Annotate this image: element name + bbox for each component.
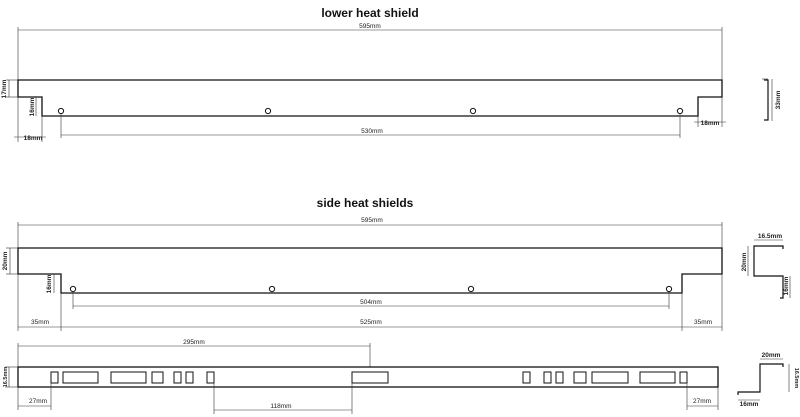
- side-overall-length-label: 595mm: [361, 217, 383, 224]
- slotted-right-offset-label: 27mm: [692, 398, 712, 405]
- slot: [680, 372, 687, 383]
- slotted-profile-bottom-label: 16mm: [739, 401, 759, 408]
- mounting-hole: [468, 286, 473, 291]
- slot: [544, 372, 551, 383]
- side-heat-shield-plate: [18, 248, 722, 293]
- side-left-offset-label: 35mm: [30, 319, 50, 326]
- lower-hole-span-label: 530mm: [361, 128, 383, 135]
- mounting-hole: [265, 108, 270, 113]
- slot: [640, 372, 675, 383]
- slot: [51, 372, 58, 383]
- slot: [207, 372, 214, 383]
- slot: [63, 372, 98, 383]
- slot: [556, 372, 563, 383]
- mounting-hole: [70, 286, 75, 291]
- side-step-height-label: 16mm: [46, 274, 53, 294]
- side-heat-shields-title: side heat shields: [316, 196, 414, 210]
- slot: [152, 372, 163, 383]
- slotted-profile-section: [738, 364, 783, 395]
- slotted-profile-top-label: 20mm: [761, 352, 781, 359]
- side-profile-flange-label: 16.5mm: [757, 233, 783, 240]
- lower-height-label: 17mm: [1, 79, 8, 99]
- slotted-left-offset-label: 27mm: [28, 398, 48, 405]
- lower-left-offset-label: 18mm: [23, 135, 43, 142]
- slot-distance-label: 295mm: [183, 339, 205, 346]
- side-hole-span-label: 504mm: [360, 299, 382, 306]
- slot: [574, 372, 586, 383]
- mounting-hole: [269, 286, 274, 291]
- slot: [523, 372, 530, 383]
- side-profile-section: [754, 246, 783, 298]
- lower-overall-length-label: 595mm: [359, 23, 381, 30]
- lower-heat-shield-title: lower heat shield: [321, 6, 419, 20]
- slot: [174, 372, 181, 383]
- lower-right-offset-label: 18mm: [700, 120, 720, 127]
- lower-profile-section: [764, 80, 768, 120]
- side-right-offset-label: 35mm: [693, 319, 713, 326]
- slotted-middle-span-label: 118mm: [270, 403, 292, 410]
- slot: [592, 372, 628, 383]
- side-height-label: 20mm: [2, 251, 9, 271]
- mounting-hole: [677, 108, 682, 113]
- mounting-hole: [58, 108, 63, 113]
- lower-heat-shield-plate: [18, 80, 722, 116]
- slot: [186, 372, 193, 383]
- slotted-height-label: 16.5mm: [3, 366, 9, 388]
- side-profile-height-label: 20mm: [741, 252, 748, 272]
- slot: [111, 372, 146, 383]
- mounting-hole: [470, 108, 475, 113]
- lower-profile-depth-label: 33mm: [775, 90, 782, 110]
- mounting-hole: [666, 286, 671, 291]
- slot: [352, 372, 388, 383]
- side-profile-depth-label: 16mm: [783, 276, 790, 296]
- slotted-profile-side-label: 16.5mm: [793, 367, 799, 389]
- side-inner-length-label: 525mm: [360, 319, 382, 326]
- lower-step-height-label: 16mm: [29, 97, 36, 117]
